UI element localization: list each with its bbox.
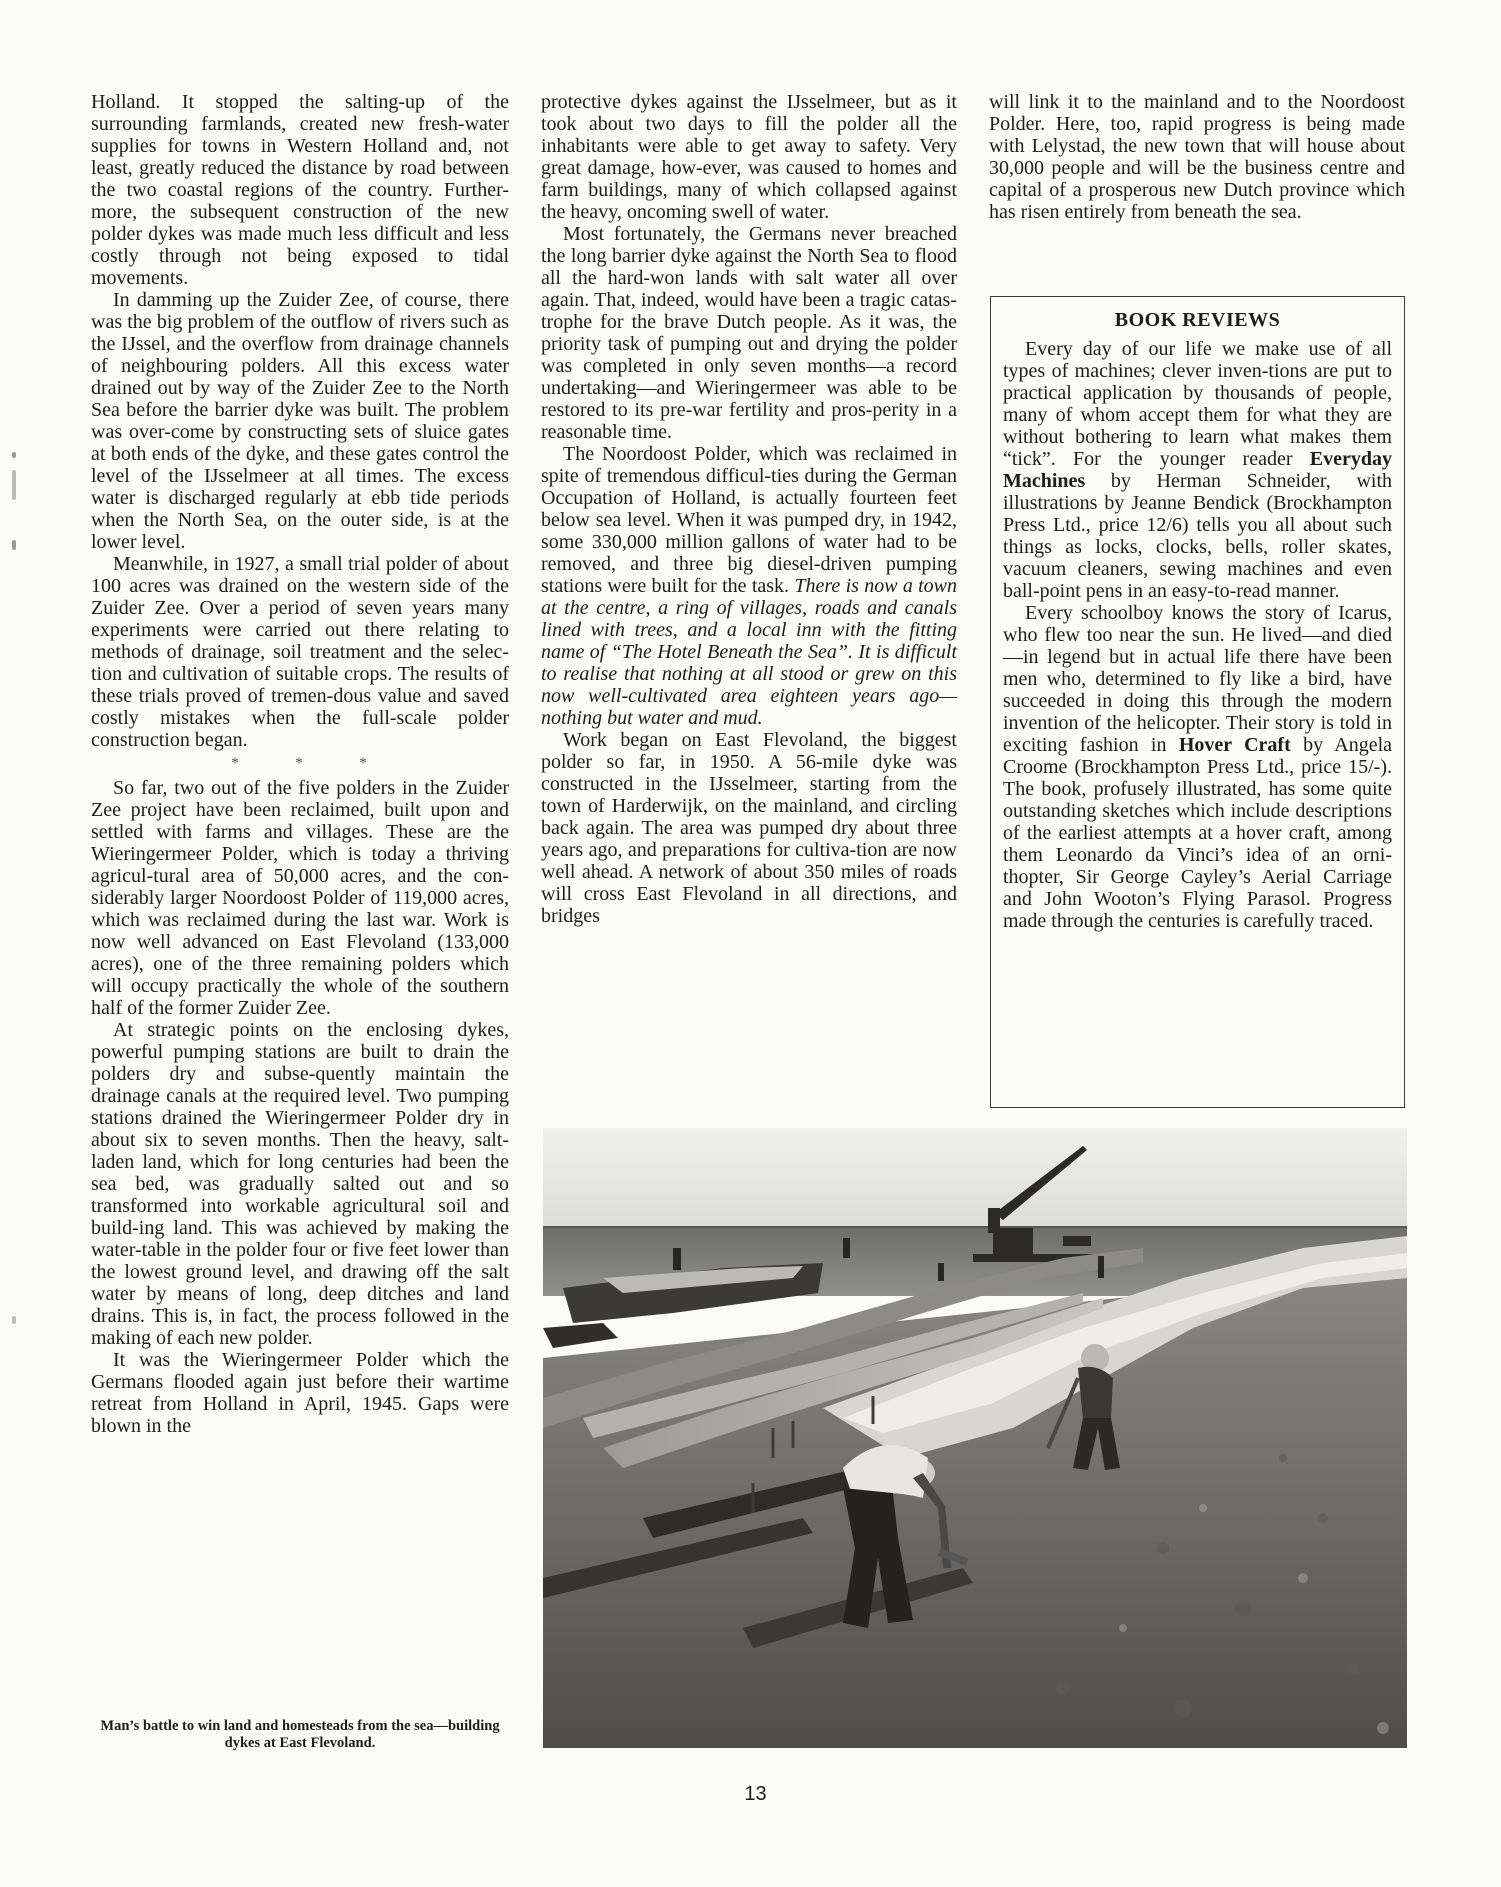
book-title: Hover Craft (1178, 734, 1291, 756)
book-reviews-heading: BOOK REVIEWS (1114, 309, 1281, 331)
page-number: 13 (744, 1783, 767, 1805)
gutter-mark (12, 1316, 16, 1324)
paragraph: At strategic points on the enclosing dykes, powerful pumping stations are built to drain the polders dry and subse-quently maintain the drainage canals at the required level. Two pumping stations drained the Wieringermeer Polder dry in about six to seven months. Then the heavy, salt-laden land, which for long centuries had been the sea bed, was gradually salted out and so transformed into workable agricultural soil and build-ing land. This was achieved by making the water-table in the polder four or five feet lower than the lowest ground level, and drawing off the salt water by means of long, deep ditches and land drains. This is, in fact, the process followed in the making of each new polder. (91, 1019, 509, 1349)
paragraph: Work began on East Flevoland, the biggest polder so far, in 1950. A 56-mile dyke was constructed in the IJsselmeer, starting from the town of Harderwijk, on the mainland, and circling back again. The area was pumped dry about three years ago, and preparations for cultiva-tion are now well ahead. A network of about 350 miles of roads will cross East Flevoland in all directions, and bridges (541, 729, 957, 927)
review-text: Every schoolboy knows the story of Icarus, who flew too near the sun. He lived—and died—in legend but in actual life there have been men who, determined to fly like a bird, have succeeded in doing this through the modern invention of the helicopter. Their story is told in exciting fashion in (1003, 602, 1392, 756)
review-text: Every day of our life we make use of all types of machines; clever inven-tions are put to practical application by thousands of people, many of whom accept them for what they are without bothering to learn what makes them “tick”. For the younger reader (1003, 338, 1392, 470)
book-title: Everyday Machines (1003, 448, 1392, 492)
paragraph-text: The Noordoost Polder, which was reclaimed in spite of tremendous difficul-ties during the German Occupation of Holland, is actually fourteen feet below sea level. When it was pumped dry, in 1942, some 330,000 million gallons of water had to be removed, and three big diesel-driven pumping stations were built for the task. (541, 443, 957, 597)
italic-passage: There is now a town at the centre, a ring of villages, roads and canals lined with trees, and a local inn with the fitting name of “The Hotel Beneath the Sea”. It is difficult to realise that nothing at all stood or grew on this now well-cultivated area eighteen years ago—nothing but water and mud. (541, 575, 958, 729)
article-column-2 (541, 91, 957, 927)
paragraph: Meanwhile, in 1927, a small trial polder of about 100 acres was drained on the western side of the Zuider Zee. Over a period of seven years many experiments were carried out there relating to methods of drainage, soil treatment and the selec-tion and cultivation of suitable crops. The results of these trials proved of tremen-dous value and saved costly mistakes when the full-scale polder construction began. (91, 553, 509, 751)
paragraph: It was the Wieringermeer Polder which the Germans flooded again just before their wartime retreat from Holland in April, 1945. Gaps were blown in the (91, 1349, 509, 1437)
gutter-mark (12, 540, 16, 550)
review-text: by Angela Croome (Brockhampton Press Ltd., price 15/-). The book, profusely illustrated, has some quite outstanding sketches which include descriptions of the earliest attempts at a hover craft, among them Leonardo da Vinci’s idea of an orni-thopter, Sir George Cayley’s Aerial Carriage and John Wooton’s Flying Parasol. Progress made through the centuries is carefully traced. (1003, 734, 1393, 932)
article-column-3 (989, 91, 1405, 223)
review-paragraph (1003, 602, 1392, 932)
paragraph: In damming up the Zuider Zee, of course, there was the big problem of the outflow of rivers such as the IJssel, and the overflow from drainage channels of neighbouring polders. All this excess water drained out by way of the Zuider Zee to the North Sea before the barrier dyke was built. The problem was over-come by constructing sets of sluice gates at both ends of the dyke, and these gates control the level of the IJsselmeer at all times. The excess water is discharged regularly at ebb tide periods when the North Sea, on the outer side, is at the lower level. (91, 289, 509, 553)
paragraph: Most fortunately, the Germans never breached the long barrier dyke against the North Sea to flood all the hard-won lands with salt water all over again. That, indeed, would have been a tragic catas-trophe for the brave Dutch people. As it was, the priority task of pumping out and drying the polder was completed in only seven months—a record undertaking—and Wieringermeer was able to be restored to its pre-war fertility and pros-perity in a reasonable time. (541, 223, 957, 443)
section-separator: * * * (231, 755, 393, 772)
review-text: by Herman Schneider, with illustrations by Jeanne Bendick (Brockhampton Press Ltd., price 12/6) tells you all about such things as locks, clocks, bells, roller skates, vacuum cleaners, sewing machines and even ball-point pens in an easy-to-read manner. (1003, 470, 1393, 602)
paragraph (541, 443, 957, 729)
dyke-building-photo (543, 1128, 1407, 1748)
photo-caption: Man’s battle to win land and homesteads from the sea—building dykes at East Flevoland. (100, 1718, 500, 1751)
paragraph: will link it to the mainland and to the Noordoost Polder. Here, too, rapid progress is being made with Lelystad, the new town that will house about 30,000 people and will be the business centre and capital of a prosperous new Dutch province which has risen entirely from beneath the sea. (989, 91, 1405, 223)
paragraph: protective dykes against the IJsselmeer, but as it took about two days to fill the polder all the inhabitants were able to get away to safety. Very great damage, how-ever, was caused to homes and farm buildings, many of which collapsed against the heavy, oncoming swell of water. (541, 91, 957, 223)
book-reviews-box (990, 296, 1405, 1108)
article-column-1 (91, 91, 509, 1437)
review-paragraph (1003, 338, 1392, 602)
paragraph: Holland. It stopped the salting-up of the surrounding farmlands, created new fresh-water supplies for towns in Western Holland and, not least, greatly reduced the distance by road between the two coastal regions of the country. Further-more, the subsequent construction of the new polder dykes was made much less difficult and less costly through not being exposed to tidal movements. (91, 91, 509, 289)
paragraph: So far, two out of the five polders in the Zuider Zee project have been reclaimed, built upon and settled with farms and villages. These are the Wieringermeer Polder, which is today a thriving agricul-tural area of 50,000 acres, and the con-siderably larger Noordoost Polder of 119,000 acres, which was reclaimed during the last war. Work is now well advanced on East Flevoland (133,000 acres), one of the three remaining polders which will occupy practically the whole of the southern half of the former Zuider Zee. (91, 777, 509, 1019)
gutter-mark (12, 452, 16, 458)
gutter-mark (12, 470, 16, 500)
